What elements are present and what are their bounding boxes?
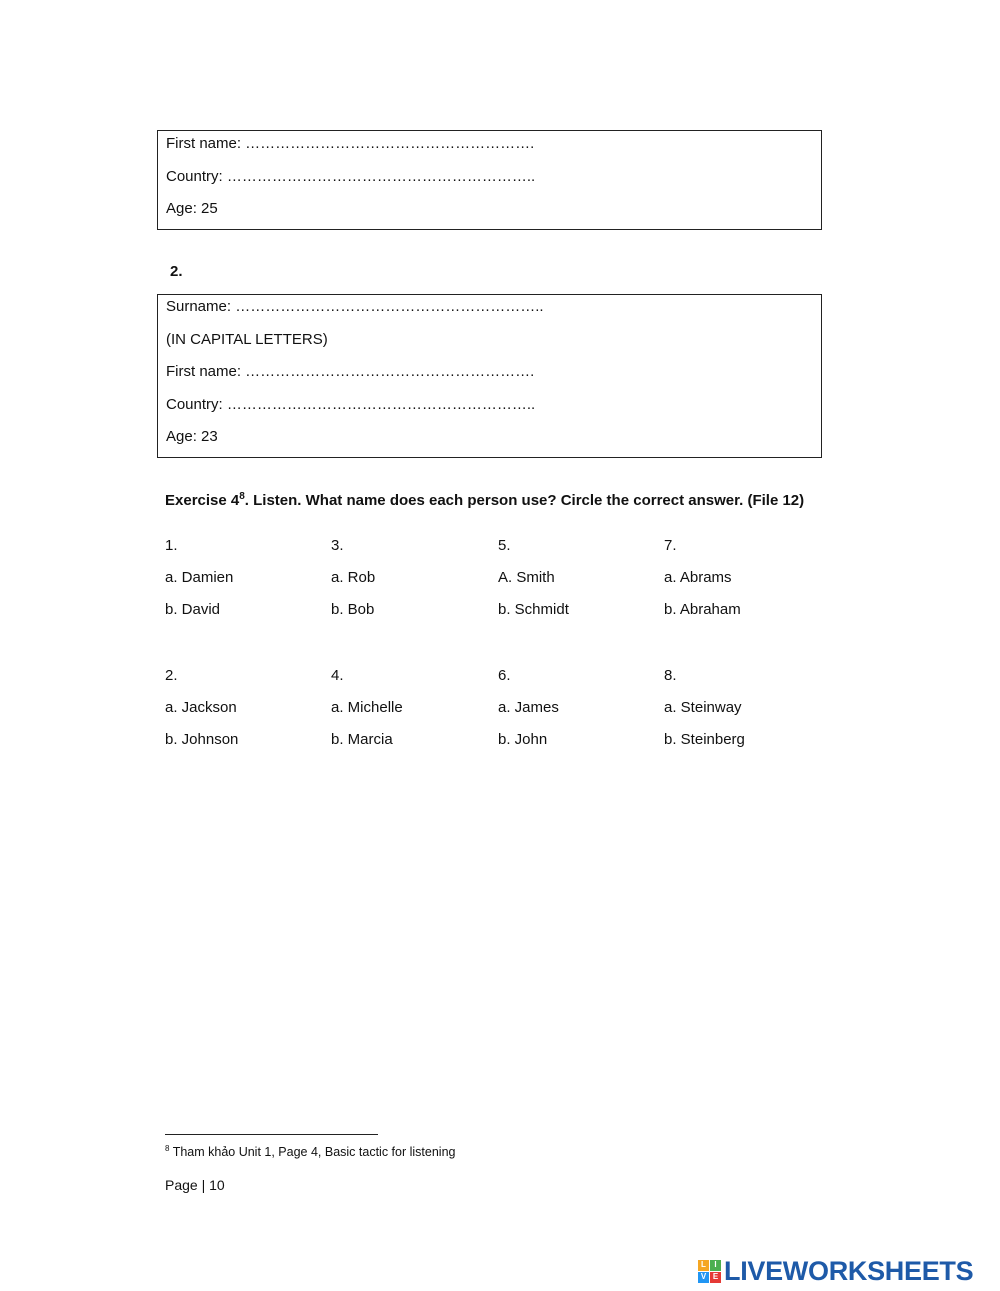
footnote	[165, 1145, 455, 1159]
first-name-field: First name: ………………………………………………….	[166, 363, 535, 380]
exercise-title-suffix: . Listen. What name does each person use? Circle the correct answer. (File 12)	[244, 492, 805, 509]
exercise-title	[165, 492, 804, 509]
option-a[interactable]: a. Steinway	[664, 699, 742, 716]
surname-field: Surname: ……………………………………………………..	[166, 298, 544, 315]
option-a[interactable]: a. Jackson	[165, 699, 237, 716]
first-name-field: First name: ………………………………………………….	[166, 135, 535, 152]
page-number: Page | 10	[165, 1177, 225, 1193]
option-a[interactable]: a. Abrams	[664, 569, 732, 586]
logo-letter-i: I	[710, 1260, 721, 1271]
item-number: 8.	[664, 667, 677, 684]
option-a[interactable]: a. James	[498, 699, 559, 716]
age-field: Age: 25	[166, 200, 218, 217]
item-number: 3.	[331, 537, 344, 554]
footnote-reference: 8	[239, 491, 245, 502]
item-number: 4.	[331, 667, 344, 684]
item-number: 5.	[498, 537, 511, 554]
option-b[interactable]: b. Steinberg	[664, 731, 745, 748]
liveworksheets-logo[interactable]	[698, 1256, 973, 1286]
option-b[interactable]: b. Schmidt	[498, 601, 569, 618]
item-number: 1.	[165, 537, 178, 554]
form-box-1	[157, 130, 822, 230]
item-number: 2.	[165, 667, 178, 684]
form-box-2	[157, 294, 822, 458]
logo-icon	[698, 1260, 721, 1283]
item-number: 6.	[498, 667, 511, 684]
option-b[interactable]: b. Johnson	[165, 731, 239, 748]
brand-name: LIVEWORKSHEETS	[724, 1256, 974, 1286]
option-a[interactable]: a. Damien	[165, 569, 234, 586]
item-number: 7.	[664, 537, 677, 554]
option-b[interactable]: b. Abraham	[664, 601, 741, 618]
country-field: Country: ……………………………………………………..	[166, 396, 536, 413]
capital-letters-note: (IN CAPITAL LETTERS)	[166, 331, 328, 348]
section-number: 2.	[170, 263, 183, 280]
option-b[interactable]: b. John	[498, 731, 548, 748]
footnote-text: Tham khảo Unit 1, Page 4, Basic tactic for listening	[169, 1145, 456, 1159]
footnote-marker: 8	[165, 1143, 170, 1153]
logo-letter-e: E	[710, 1272, 721, 1283]
option-a[interactable]: A. Smith	[498, 569, 555, 586]
option-a[interactable]: a. Michelle	[331, 699, 403, 716]
country-field: Country: ……………………………………………………..	[166, 168, 536, 185]
option-a[interactable]: a. Rob	[331, 569, 376, 586]
option-b[interactable]: b. David	[165, 601, 221, 618]
exercise-title-prefix: Exercise 4	[165, 492, 240, 509]
age-field: Age: 23	[166, 428, 218, 445]
option-b[interactable]: b. Bob	[331, 601, 375, 618]
footnote-divider	[165, 1134, 378, 1135]
logo-letter-v: V	[698, 1272, 709, 1283]
option-b[interactable]: b. Marcia	[331, 731, 393, 748]
logo-letter-l: L	[698, 1260, 709, 1271]
